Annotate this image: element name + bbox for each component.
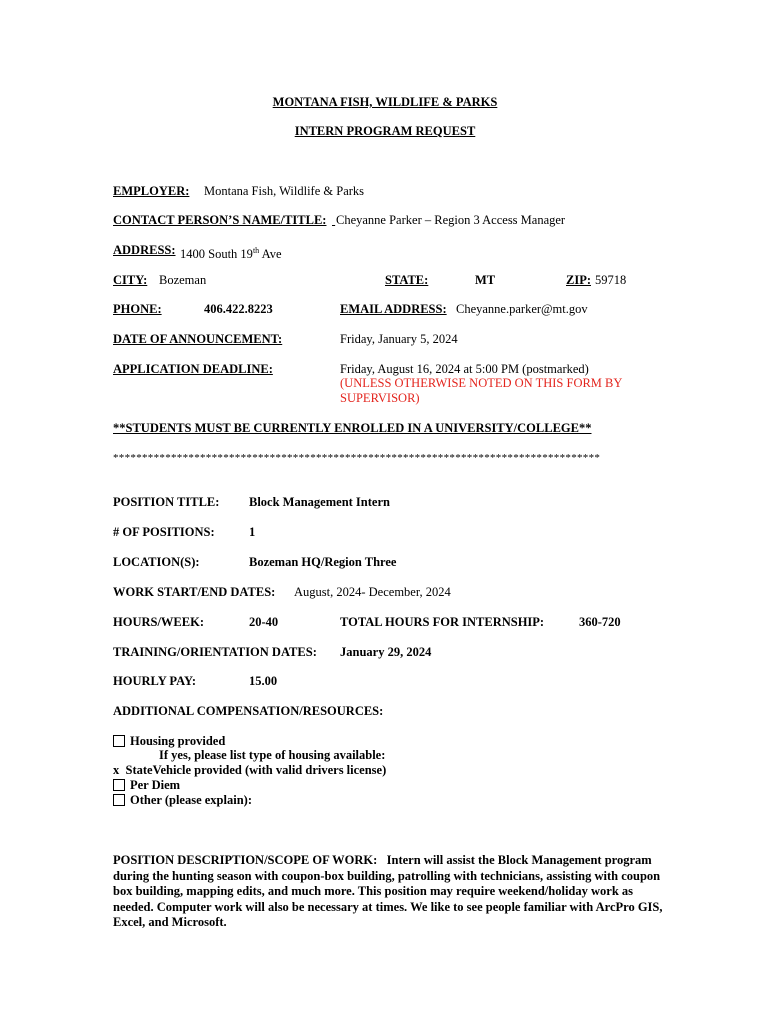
employer-value: Montana Fish, Wildlife & Parks bbox=[204, 184, 365, 198]
vehicle-check-mark[interactable]: x bbox=[113, 763, 120, 777]
positions-count-value: 1 bbox=[249, 525, 256, 539]
state-label: STATE: bbox=[385, 273, 429, 287]
per-diem-label: Per Diem bbox=[130, 778, 181, 792]
total-hours-label: TOTAL HOURS FOR INTERNSHIP: bbox=[340, 615, 545, 629]
training-dates-label: TRAINING/ORIENTATION DATES: bbox=[113, 645, 317, 659]
address-label: ADDRESS: bbox=[113, 243, 176, 257]
address-value bbox=[180, 243, 282, 262]
other-label: Other (please explain): bbox=[130, 793, 252, 807]
work-dates-value: August, 2024- December, 2024 bbox=[294, 585, 451, 599]
housing-followup: If yes, please list type of housing available: bbox=[159, 748, 386, 762]
housing-label: Housing provided bbox=[130, 734, 226, 748]
zip-label: ZIP: bbox=[566, 273, 591, 287]
address-ordinal: th bbox=[252, 246, 260, 255]
position-description bbox=[113, 853, 668, 931]
vehicle-label: StateVehicle provided (with valid drivers license) bbox=[125, 763, 387, 777]
address-street: 1400 South 19 bbox=[180, 247, 253, 262]
location-label: LOCATION(S): bbox=[113, 555, 200, 569]
description-label: POSITION DESCRIPTION/SCOPE OF WORK: bbox=[113, 853, 378, 867]
location-value: Bozeman HQ/Region Three bbox=[249, 555, 397, 569]
city-label: CITY: bbox=[113, 273, 148, 287]
state-value: MT bbox=[475, 273, 496, 287]
housing-option bbox=[113, 734, 225, 749]
vehicle-option bbox=[113, 763, 386, 778]
hours-week-value: 20-40 bbox=[249, 615, 279, 629]
position-title-label: POSITION TITLE: bbox=[113, 495, 220, 509]
zip-value: 59718 bbox=[595, 273, 627, 287]
per-diem-checkbox[interactable] bbox=[113, 779, 125, 791]
work-dates-label: WORK START/END DATES: bbox=[113, 585, 276, 599]
position-title-value: Block Management Intern bbox=[249, 495, 390, 509]
hours-week-label: HOURS/WEEK: bbox=[113, 615, 204, 629]
deadline-label: APPLICATION DEADLINE: bbox=[113, 362, 273, 376]
phone-label: PHONE: bbox=[113, 302, 162, 316]
hourly-pay-value: 15.00 bbox=[249, 674, 278, 688]
employer-label: EMPLOYER: bbox=[113, 184, 190, 198]
hourly-pay-label: HOURLY PAY: bbox=[113, 674, 197, 688]
other-option bbox=[113, 793, 252, 808]
contact-spacer bbox=[332, 213, 335, 228]
address-suffix: Ave bbox=[259, 247, 282, 262]
deadline-note-line1: (UNLESS OTHERWISE NOTED ON THIS FORM BY bbox=[340, 376, 623, 390]
housing-checkbox[interactable] bbox=[113, 735, 125, 747]
announcement-label: DATE OF ANNOUNCEMENT: bbox=[113, 332, 283, 346]
description-text: Intern will assist the Block Management program during the hunting season with coupon-box building, patrolling with technicians, assisting with coupon box building, mapping edits, and much more. This position may require weekend/holiday work as needed. Computer work will also be necessary at times. We like to see people familiar with ArcPro GIS, Excel, and Microsoft. bbox=[113, 853, 663, 929]
per-diem-option bbox=[113, 778, 180, 793]
contact-label: CONTACT PERSON’S NAME/TITLE: bbox=[113, 213, 327, 227]
city-value: Bozeman bbox=[159, 273, 207, 287]
positions-count-label: # OF POSITIONS: bbox=[113, 525, 215, 539]
deadline-note-line2: SUPERVISOR) bbox=[340, 391, 420, 405]
enrollment-notice: **STUDENTS MUST BE CURRENTLY ENROLLED IN A UNIVERSITY/COLLEGE** bbox=[113, 421, 592, 435]
total-hours-value: 360-720 bbox=[579, 615, 621, 629]
other-checkbox[interactable] bbox=[113, 794, 125, 806]
separator-line: ************************************************************************************ bbox=[113, 452, 601, 464]
announcement-value: Friday, January 5, 2024 bbox=[340, 332, 458, 346]
agency-title: MONTANA FISH, WILDLIFE & PARKS bbox=[272, 95, 498, 109]
email-label: EMAIL ADDRESS: bbox=[340, 302, 447, 316]
deadline-value: Friday, August 16, 2024 at 5:00 PM (postmarked) bbox=[340, 362, 589, 376]
phone-value: 406.422.8223 bbox=[204, 302, 273, 316]
email-value: Cheyanne.parker@mt.gov bbox=[456, 302, 588, 316]
contact-value: Cheyanne Parker – Region 3 Access Manager bbox=[336, 213, 566, 227]
compensation-heading: ADDITIONAL COMPENSATION/RESOURCES: bbox=[113, 704, 384, 718]
training-dates-value: January 29, 2024 bbox=[340, 645, 432, 659]
form-title: INTERN PROGRAM REQUEST bbox=[294, 124, 476, 138]
